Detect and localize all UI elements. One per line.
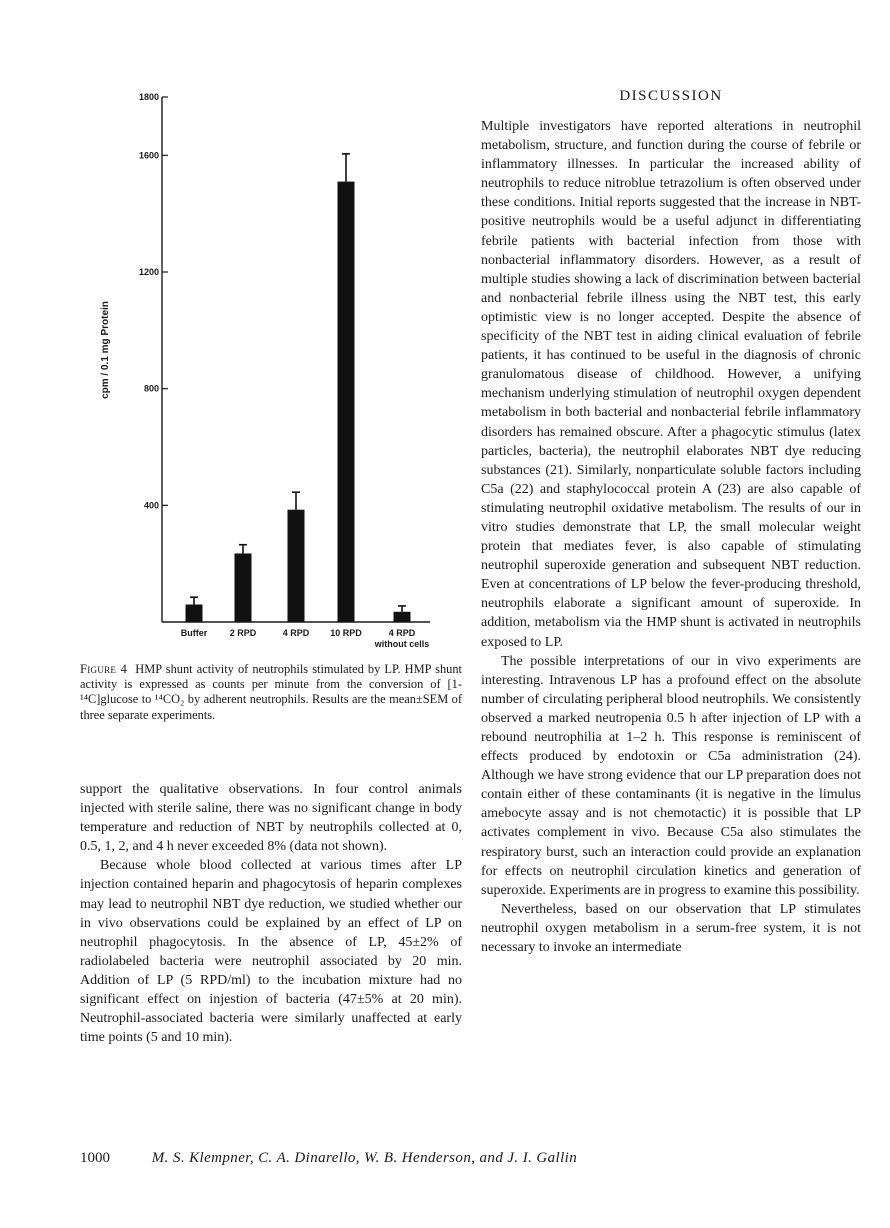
section-heading-discussion: DISCUSSION bbox=[619, 88, 723, 104]
bar bbox=[235, 553, 252, 622]
bar bbox=[394, 612, 411, 622]
y-tick-label: 1800 bbox=[138, 92, 159, 102]
bar bbox=[288, 510, 305, 622]
right-column bbox=[481, 88, 861, 957]
discussion-paragraph-3: Nevertheless, based on our observation that LP stimulates neutrophil oxygen metabolism in a serum-free system, it is not necessary to invoke an intermediate bbox=[481, 901, 861, 956]
left-paragraph-2: Because whole blood collected at various times after LP injection contained heparin and phagocytosis of heparin complexes may lead to neutrophil NBT dye reduction, we studied whether our in vivo observations could be explained by an effect of LP on neutrophil phagocytosis. In the absence of LP, 45±2% of radiolabeled bacteria were neutrophil associated by 20 min. Addition of LP (5 RPD/ml) to the incubation mixture had no significant effect on injestion of bacteria (47±5% at 20 min). Neutrophil-associated bacteria were similarly unaffected at early time points (5 and 10 min). bbox=[80, 858, 462, 1046]
x-category-label: 4 RPD bbox=[282, 628, 310, 638]
discussion-paragraph-1: Multiple investigators have reported alterations in neutrophil metabolism, structure, and function during the course of febrile or inflammatory illnesses. In particular the increased ability of neutrophils to reduce nitroblue tetrazolium is often observed under these conditions. Initial reports suggested that the increase in NBT-positive neutrophils would be a useful adjunct in differentiating febrile patients with bacterial infection from those with nonbacterial inflammatory disorders. However, as a result of multiple studies showing a lack of discrimination between bacterial and nonbacterial febrile illness using the NBT test, this early optimistic view is no longer accepted. Despite the absence of specificity of the NBT test in aiding clinical evaluation of febrile patients, it has continued to be useful in the diagnosis of chronic granulomatous disease of childhood. However, a unifying mechanism underlying stimulation of neutrophil oxygen dependent metabolism in both bacterial and nonbacterial febrile inflammatory disorders has remained obscure. After a phagocytic stimulus (latex particles, bacteria), the neutrophil elaborates NBT dye reducing substances (21). Similarly, nonparticulate soluble factors including C5a (22) and staphylococcal protein A (23) are also capable of stimulating neutrophil oxidative metabolism. The results of our in vitro studies demonstrate that LP, the small molecular weight protein that mediates fever, is also capable of stimulating neutrophil superoxide generation and subsequent NBT reduction. Even at concentrations of LP below the fever-producing threshold, neutrophils elaborate a significant amount of superoxide. In addition, metabolism via the HMP shunt is activated in neutrophils exposed to LP. bbox=[481, 119, 861, 650]
x-category-label: 10 RPD bbox=[330, 628, 362, 638]
y-tick-label: 1200 bbox=[138, 267, 159, 277]
x-category-label: Buffer bbox=[180, 628, 208, 638]
left-column bbox=[80, 780, 462, 1047]
discussion-paragraph-2: The possible interpretations of our in vivo experiments are interesting. Intravenous LP has a profound effect on the absolute number of circulating peripheral blood neutrophils. We consistently observed a marked neutropenia 0.5 h after injection of LP with a rebound neutrophilia at 1–2 h. This response is reminiscent of effects produced by endotoxin or C5a administration (24). Although we have strong evidence that our LP preparation does not contain either of these contaminants (it is negative in the limulus amebocyte assay and is not chemotactic) it is possible that LP activates complement in vivo. Because C5a also stimulates the respiratory burst, such an interaction could provide an explanation for effects on neutrophil circulation kinetics and generation of superoxide. Experiments are in progress to examine this possibility. bbox=[481, 653, 861, 898]
page-footer bbox=[80, 1150, 870, 1167]
x-category-label: 4 RPD bbox=[388, 628, 416, 638]
figure-caption-text: HMP shunt activity of neutrophils stimulated by LP. HMP shunt activity is expressed as counts per minute from the conversion of [1-¹⁴C]glucose to ¹⁴CO₂ by adherent neutrophils. Results are the mean±SEM of three separate experiments. bbox=[80, 662, 462, 722]
x-category-label: without cells bbox=[374, 639, 430, 649]
y-tick-label: 1600 bbox=[138, 150, 159, 161]
chart-bars bbox=[186, 154, 411, 622]
bar-chart bbox=[60, 80, 450, 660]
figure-4 bbox=[60, 80, 450, 660]
y-axis-title: cpm / 0.1 mg Protein bbox=[100, 301, 111, 399]
x-category-label: 2 RPD bbox=[229, 628, 257, 638]
figure-label: Figure 4 bbox=[80, 662, 128, 676]
y-tick-label: 800 bbox=[143, 383, 159, 394]
bar bbox=[186, 605, 203, 623]
page-number: 1000 bbox=[80, 1150, 110, 1166]
left-paragraph-1: support the qualitative observations. In four control animals injected with sterile saline, there was no significant change in body temperature and reduction of NBT by neutrophils collected at 0, 0.5, 1, 2, and 4 h never exceeded 8% (data not shown). bbox=[80, 782, 462, 855]
figure-caption bbox=[80, 662, 462, 723]
running-footer-authors: M. S. Klempner, C. A. Dinarello, W. B. Henderson, and J. I. Gallin bbox=[151, 1150, 578, 1166]
bar bbox=[338, 182, 355, 622]
y-tick-label: 400 bbox=[143, 500, 159, 511]
chart-labels bbox=[100, 92, 429, 649]
